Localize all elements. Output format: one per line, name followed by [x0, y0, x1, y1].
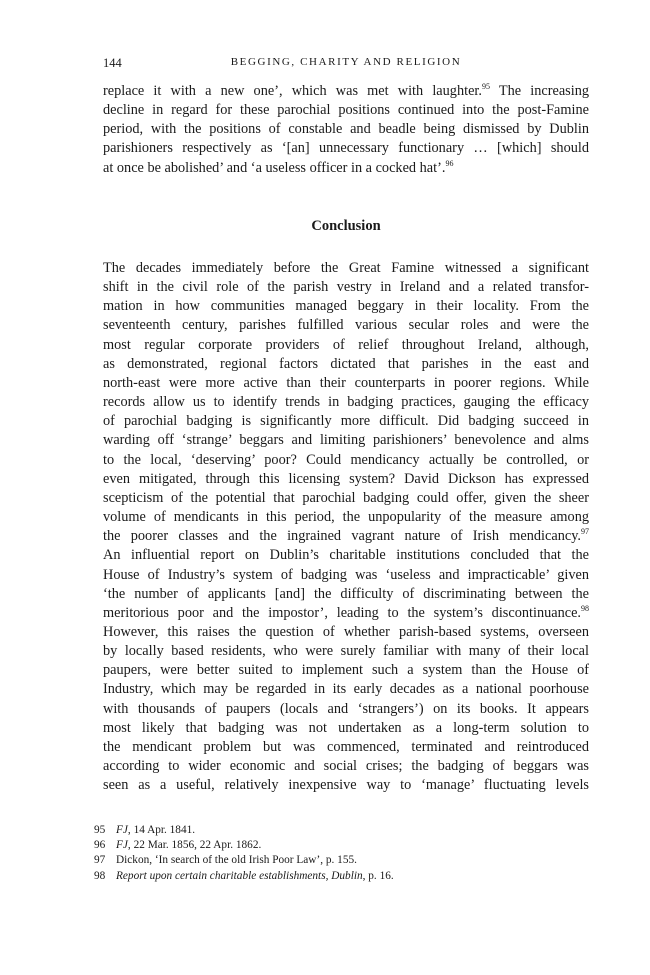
footnote-text: , 22 Mar. 1856, 22 Apr. 1862. — [127, 839, 262, 852]
text-line: with thousands of paupers (locals and ‘strangers’) on its books. It appears — [103, 700, 589, 717]
text-line: However, this raises the question of whether parish-based systems, overseen — [103, 623, 589, 640]
footnotes — [94, 823, 589, 884]
text-line: An influential report on Dublin’s charitable institutions concluded that the — [103, 547, 589, 564]
page-number: 144 — [103, 56, 122, 70]
text-line: at once be abolished’ and ‘a useless officer in a cocked hat’.$^{96}$ — [103, 158, 454, 176]
text-line: of parochial badging is significantly more difficult. Did badging succeed in — [103, 413, 589, 430]
text-line: Industry, which may be regarded in its early decades as a national poorhouse — [103, 681, 589, 698]
footnote-text: , 14 Apr. 1841. — [127, 824, 196, 836]
text-line: mation in how communities managed beggary in their locality. From the — [103, 298, 589, 315]
footnote-source: Report upon certain charitable establishments, Dublin — [116, 869, 363, 882]
text-line: warding off ‘strange’ beggars and limiting parishioners’ benevolence and alms — [103, 432, 589, 449]
text-line: as demonstrated, regional factors dictated that parishes in the east and — [103, 355, 589, 372]
text-line: The decades immediately before the Great Famine witnessed a significant — [103, 260, 589, 276]
text-line: replace it with a new one’, which was met with laughter.$^{95}$ The increasing — [103, 82, 589, 99]
footnote-text: , p. 16. — [362, 869, 394, 882]
footnote-97: 97 Dickon, ‘In search of the old Irish Poor Law’, p. 155. — [94, 854, 357, 867]
text-line: scepticism of the potential that parochial badging could offer, given the sheer — [103, 489, 589, 506]
footnote-98: 98 Report upon certain charitable establishments, Dublin, p. 16. — [94, 869, 394, 882]
footnote-ref-95[interactable]: 95 — [481, 82, 490, 91]
text-line: shift in the civil role of the parish vestry in Ireland and a related transfor- — [103, 279, 589, 296]
text-line: according to wider economic and social crises; the badging of beggars was — [103, 758, 589, 775]
text-line: the mendicant problem but was commenced, terminated and reintroduced — [103, 738, 589, 755]
text-line: volume of mendicants in this period, the unpopularity of the measure among — [103, 509, 589, 526]
footnote-source: FJ — [116, 839, 128, 852]
text-line: ‘the number of applicants [and] the difficulty of discriminating between the — [103, 585, 589, 602]
text-line: period, with the positions of constable and beadle being dismissed by Dublin — [103, 121, 589, 138]
footnote-96: 96 FJ, 22 Mar. 1856, 22 Apr. 1862. — [94, 839, 262, 852]
footnote-ref-97[interactable]: 97 — [581, 527, 589, 537]
footnote-95: 95 FJ, 14 Apr. 1841. — [94, 824, 196, 836]
footnote-ref-96[interactable]: 96 — [445, 158, 454, 168]
text-line: north-east were more active than their counterparts in poorer regions. While — [103, 374, 589, 391]
paragraph-conclusion — [103, 259, 589, 795]
footnote-text: Dickon, ‘In search of the old Irish Poor Law’, p. 155. — [116, 854, 357, 867]
section-heading-conclusion: Conclusion — [311, 218, 381, 234]
text-line: House of Industry’s system of badging was ‘useless and impracticable’ given — [103, 566, 589, 583]
footnote-ref-98[interactable]: 98 — [581, 603, 589, 613]
text-line: to the local, ‘deserving’ poor? Could mendicancy actually be controlled, or — [103, 451, 589, 468]
text-line: the poorer classes and the ingrained vagrant nature of Irish mendicancy.$^{97}$ — [103, 527, 589, 545]
footnote-source: FJ — [116, 824, 128, 836]
text-line: seen as a useful, relatively inexpensive way to ‘manage’ fluctuating levels — [103, 777, 589, 794]
text-line: by locally based residents, who were surely familiar with many of their local — [103, 643, 589, 660]
text-line: seventeenth century, parishes fulfilled various secular roles and were the — [103, 317, 589, 334]
paragraph-intro — [103, 82, 589, 178]
text-line: records allow us to identify trends in badging practices, gauging the efficacy — [103, 394, 589, 411]
running-head — [103, 56, 589, 72]
text-line: paupers, were better suited to implement such a system than the House of — [103, 662, 589, 679]
text-line: decline in regard for these parochial positions continued into the post-Famine — [103, 102, 589, 119]
text-line: parishioners respectively as ‘[an] unnecessary functionary … [which] should — [103, 140, 589, 157]
text-line: meritorious poor and the impostor’, leading to the system’s discontinuance.$^{98}$ — [103, 603, 589, 621]
text-line: most regular corporate providers of relief throughout Ireland, although, — [103, 336, 589, 353]
text-line: most likely that badging was not undertaken as a long-term solution to — [103, 719, 589, 736]
text-line: even mitigated, through this licensing system? David Dickson has expressed — [103, 470, 589, 487]
running-title: BEGGING, CHARITY AND RELIGION — [230, 56, 462, 68]
